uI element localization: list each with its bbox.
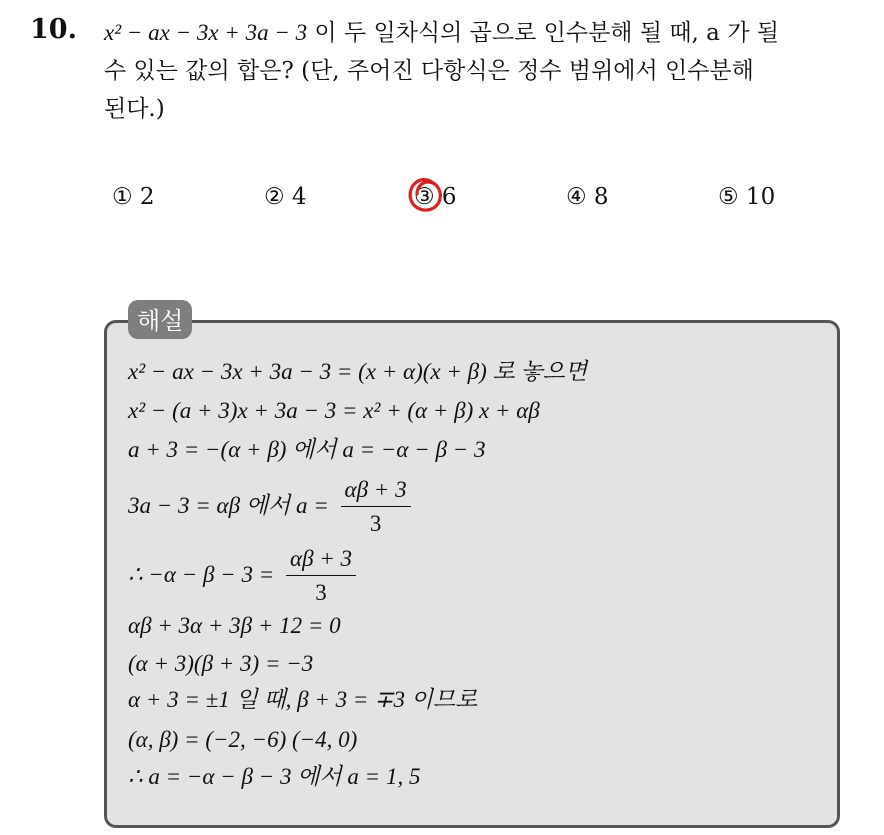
fraction-2-numerator: αβ + 3 [286, 543, 356, 576]
solution-line-10: ∴ a = −α − β − 3 에서 a = 1, 5 [128, 764, 421, 789]
solution-line-4-text: 3a − 3 = αβ 에서 a = [128, 492, 329, 518]
solution-line-9: (α, β) = (−2, −6) (−4, 0) [128, 727, 358, 752]
solution-line-6: αβ + 3α + 3β + 12 = 0 [128, 613, 341, 638]
fraction-1-numerator: αβ + 3 [341, 474, 411, 507]
solution-line-1: x² − ax − 3x + 3a − 3 = (x + α)(x + β) 로 놓으면 [128, 359, 588, 384]
choice-5[interactable]: ⑤ 10 [718, 184, 776, 210]
solution-line-5-text: ∴ −α − β − 3 = [128, 561, 275, 587]
question-line-1-tail: 이 두 일차식의 곱으로 인수분해 될 때, a 가 될 [307, 20, 779, 46]
question-line-3: 된다.) [104, 96, 165, 122]
choice-2[interactable]: ② 4 [264, 184, 307, 210]
solution-line-7: (α + 3)(β + 3) = −3 [128, 651, 314, 676]
choice-3-label: ③ 6 [414, 184, 457, 210]
solution-tag: 해설 [128, 300, 192, 339]
question-line-1 [104, 18, 779, 48]
question-number: 10. [30, 14, 77, 45]
circle-stroke [410, 180, 440, 210]
solution-line-3: a + 3 = −(α + β) 에서 a = −α − β − 3 [128, 437, 486, 462]
question-line-2: 수 있는 값의 합은? (단, 주어진 다항식은 정수 범위에서 인수분해 [104, 58, 754, 84]
fraction-1 [341, 474, 411, 541]
fraction-2-denominator: 3 [315, 580, 327, 605]
solution-line-5 [128, 543, 356, 610]
question-expression: x² − ax − 3x + 3a − 3 [104, 20, 308, 45]
solution-line-4 [128, 474, 411, 541]
fraction-2 [286, 543, 356, 610]
choice-4[interactable]: ④ 8 [566, 184, 609, 210]
fraction-1-denominator: 3 [369, 511, 382, 536]
selected-circle-mark [408, 176, 444, 216]
solution-line-8: α + 3 = ±1 일 때, β + 3 = ∓3 이므로 [128, 687, 478, 712]
solution-line-2: x² − (a + 3)x + 3a − 3 = x² + (α + β) x + αβ [128, 398, 540, 423]
choice-1[interactable]: ① 2 [112, 184, 155, 210]
choice-3[interactable] [414, 184, 457, 210]
answer-choices [0, 184, 884, 218]
